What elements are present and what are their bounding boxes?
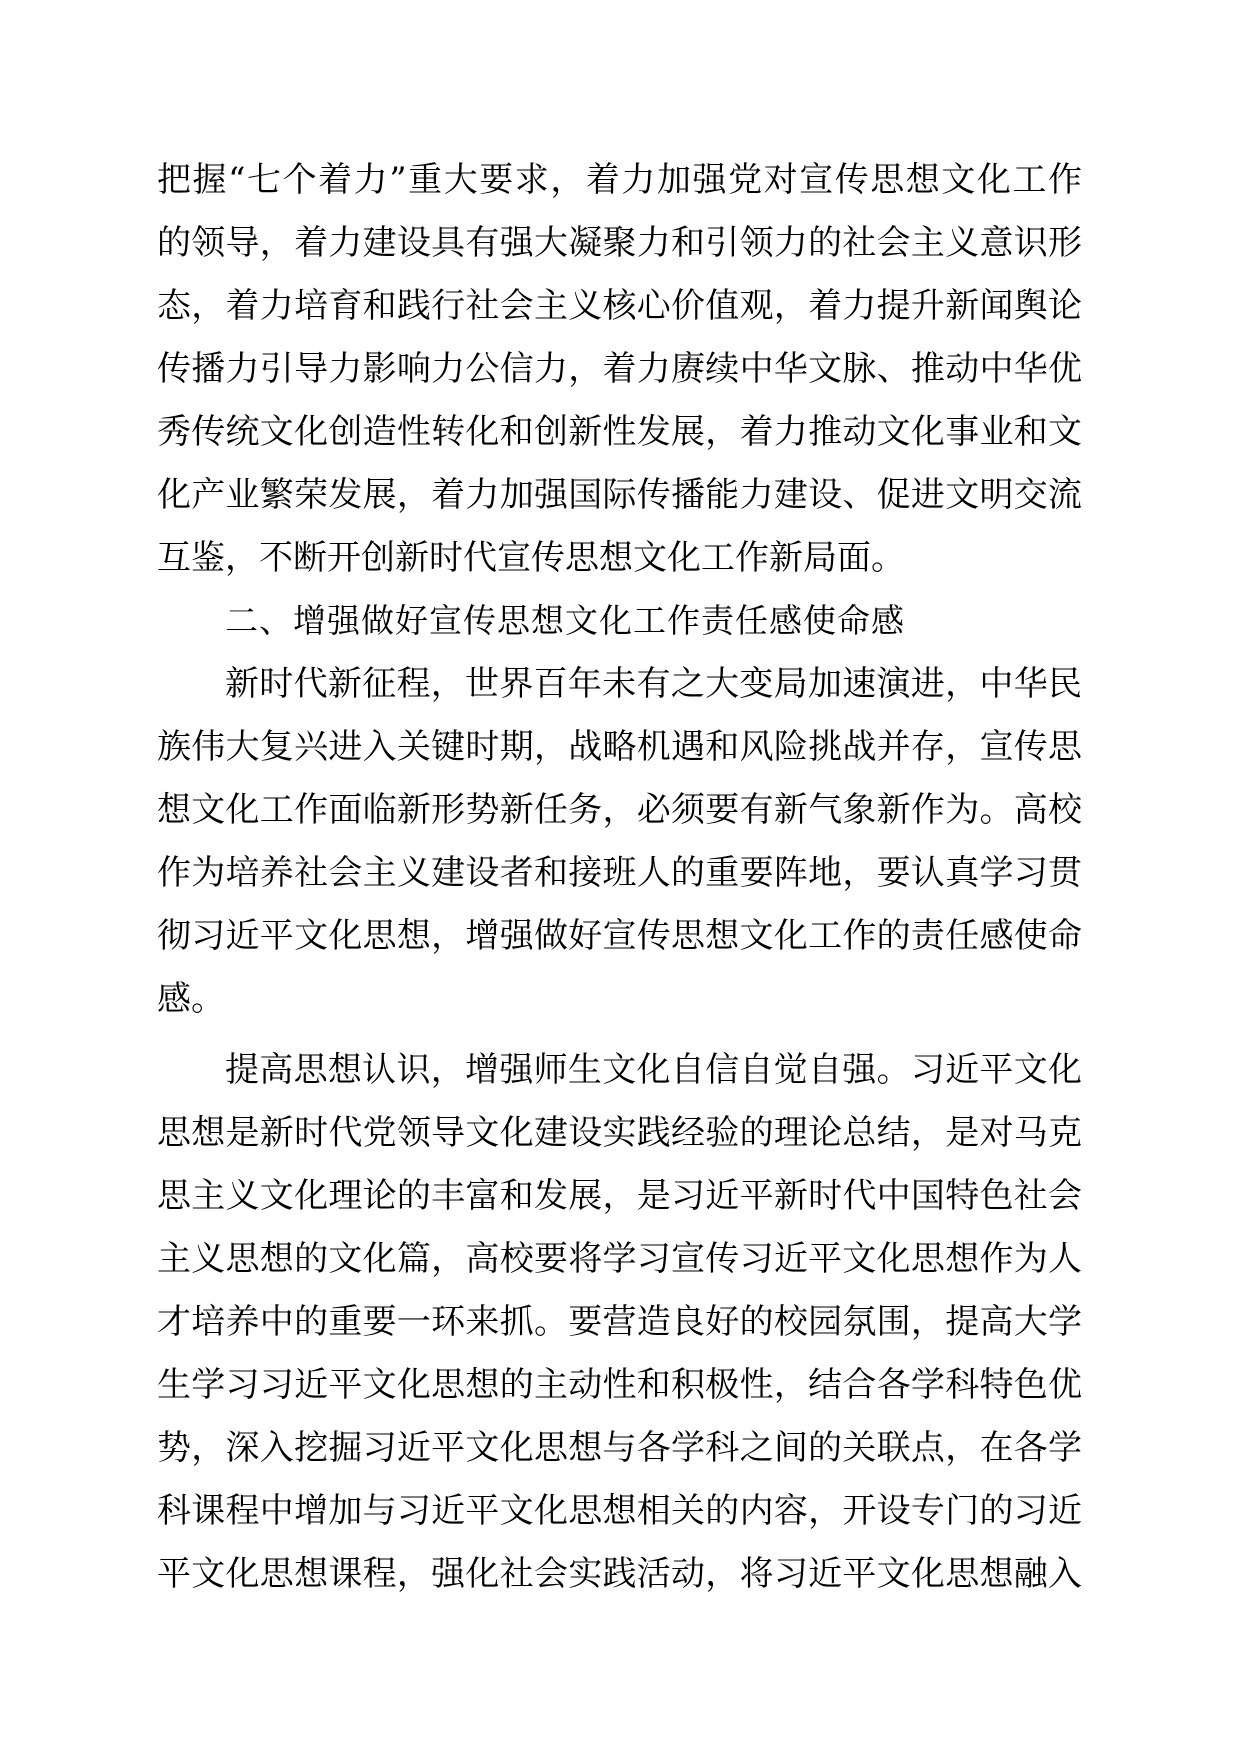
- paragraph-3-line-9: 平文化思想课程，强化社会实践活动，将习近平文化思想融入: [157, 1554, 1082, 1594]
- paragraph-2-line-4: 作为培养社会主义建设者和接班人的重要阵地，要认真学习贯: [157, 853, 1082, 893]
- paragraph-3-line-8: 科课程中增加与习近平文化思想相关的内容，开设专门的习近: [157, 1491, 1082, 1531]
- paragraph-3-line-7: 势，深入挖掘习近平文化思想与各学科之间的关联点，在各学: [157, 1428, 1082, 1468]
- paragraph-1-line-1: 把握“七个着力”重大要求，着力加强党对宣传思想文化工作: [157, 160, 1082, 200]
- paragraph-1-line-2: 的领导，着力建设具有强大凝聚力和引领力的社会主义意识形: [157, 223, 1082, 263]
- paragraph-3-line-5: 才培养中的重要一环来抓。要营造良好的校园氛围，提高大学: [157, 1302, 1082, 1342]
- paragraph-2-line-6: 感。: [157, 979, 225, 1019]
- paragraph-2-line-5: 彻习近平文化思想，增强做好宣传思想文化工作的责任感使命: [157, 916, 1082, 956]
- paragraph-3-line-2: 思想是新时代党领导文化建设实践经验的理论总结，是对马克: [157, 1113, 1082, 1153]
- paragraph-2-line-2: 族伟大复兴进入关键时期，战略机遇和风险挑战并存，宣传思: [157, 727, 1082, 767]
- paragraph-3-line-3: 思主义文化理论的丰富和发展，是习近平新时代中国特色社会: [157, 1176, 1082, 1216]
- paragraph-2-line-1: 新时代新征程，世界百年未有之大变局加速演进，中华民: [225, 664, 1082, 704]
- paragraph-2-line-3: 想文化工作面临新形势新任务，必须要有新气象新作为。高校: [157, 790, 1082, 830]
- paragraph-1-line-6: 化产业繁荣发展，着力加强国际传播能力建设、促进文明交流: [157, 475, 1082, 515]
- paragraph-3-line-6: 生学习习近平文化思想的主动性和积极性，结合各学科特色优: [157, 1365, 1082, 1405]
- section-heading: 二、增强做好宣传思想文化工作责任感使命感: [225, 601, 905, 640]
- paragraph-3-line-1: 提高思想认识，增强师生文化自信自觉自强。习近平文化: [225, 1050, 1082, 1090]
- paragraph-1-line-5: 秀传统文化创造性转化和创新性发展，着力推动文化事业和文: [157, 412, 1082, 452]
- paragraph-1-line-3: 态，着力培育和践行社会主义核心价值观，着力提升新闻舆论: [157, 286, 1082, 326]
- paragraph-1-line-7: 互鉴，不断开创新时代宣传思想文化工作新局面。: [157, 538, 905, 578]
- paragraph-1-line-4: 传播力引导力影响力公信力，着力赓续中华文脉、推动中华优: [157, 349, 1082, 389]
- paragraph-3-line-4: 主义思想的文化篇，高校要将学习宣传习近平文化思想作为人: [157, 1239, 1082, 1279]
